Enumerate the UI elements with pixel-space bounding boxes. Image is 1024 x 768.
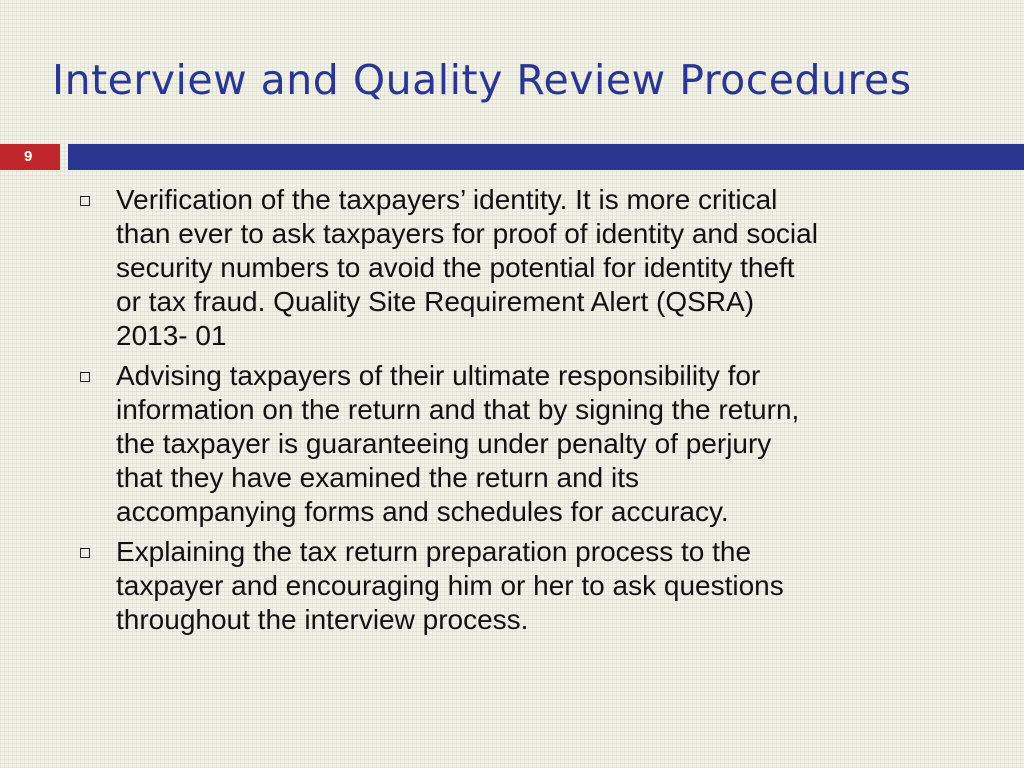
list-item [76,359,976,529]
bullet-text: Explaining the tax return preparation process to the taxpayer and encouraging him or her to ask questions throughout the interview process. [116,536,784,635]
bullet-text: Verification of the taxpayers’ identity. It is more critical than ever to ask taxpayers for proof of identity and social security numbers to avoid the potential for identity theft or tax fraud. Quality Site Requirement Alert (QSRA) 2013- 01 [116,184,818,351]
bullet-list [76,183,976,643]
slide-title: Interview and Quality Review Procedures [52,56,912,104]
slide-number-badge: 9 [0,144,60,170]
square-bullet-icon [80,548,90,558]
square-bullet-icon [80,372,90,382]
list-item [76,183,976,353]
title-accent-bar [68,144,1024,170]
square-bullet-icon [80,196,90,206]
list-item [76,535,976,637]
bullet-text: Advising taxpayers of their ultimate responsibility for information on the return and that by signing the return, the taxpayer is guaranteeing under penalty of perjury that they have examined the return and its accompanying forms and schedules for accuracy. [116,360,800,527]
